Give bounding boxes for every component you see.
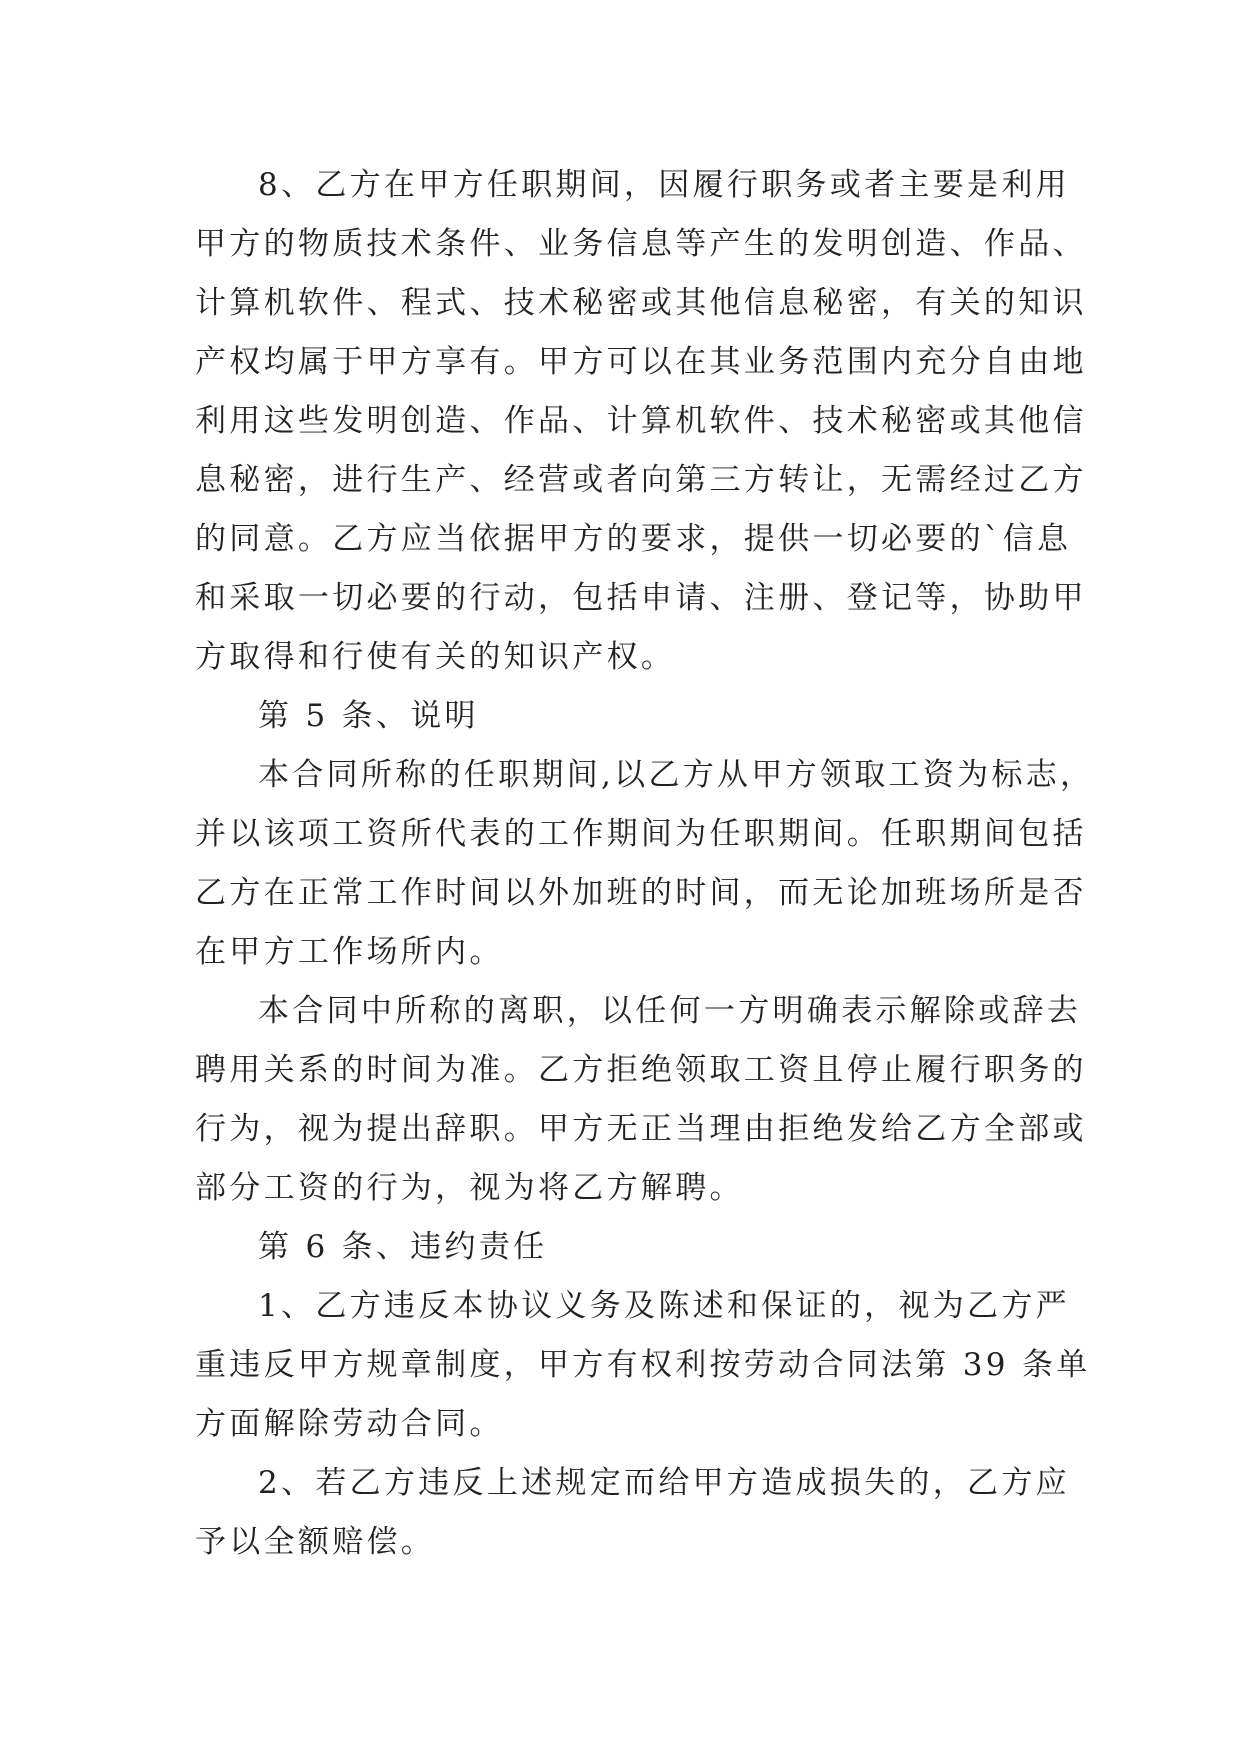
body-line: 利用这些发明创造、作品、计算机软件、技术秘密或其他信 (195, 403, 1087, 439)
body-line: 予以全额赔偿。 (195, 1524, 436, 1560)
section-heading: 第 6 条、违约责任 (258, 1229, 548, 1265)
body-line: 1、乙方违反本协议义务及陈述和保证的，视为乙方严 (258, 1288, 1070, 1324)
body-line: 聘用关系的时间为准。乙方拒绝领取工资且停止履行职务的 (195, 1052, 1087, 1088)
section-heading: 第 5 条、说明 (258, 698, 479, 734)
body-line: 并以该项工资所代表的工作期间为任职期间。任职期间包括 (195, 816, 1087, 852)
body-line: 方取得和行使有关的知识产权。 (195, 639, 676, 675)
body-line: 计算机软件、程式、技术秘密或其他信息秘密，有关的知识 (195, 285, 1087, 321)
body-line: 方面解除劳动合同。 (195, 1406, 504, 1442)
body-line: 的同意。乙方应当依据甲方的要求，提供一切必要的`信息 (195, 521, 1072, 557)
body-line: 息秘密，进行生产、经营或者向第三方转让，无需经过乙方 (195, 462, 1087, 498)
body-line: 本合同中所称的离职，以任何一方明确表示解除或辞去 (258, 993, 1082, 1029)
body-line: 2、若乙方违反上述规定而给甲方造成损失的，乙方应 (258, 1465, 1070, 1501)
body-line: 甲方的物质技术条件、业务信息等产生的发明创造、作品、 (195, 226, 1087, 262)
body-line: 在甲方工作场所内。 (195, 934, 504, 970)
body-line: 行为，视为提出辞职。甲方无正当理由拒绝发给乙方全部或 (195, 1111, 1087, 1147)
body-line: 重违反甲方规章制度，甲方有权利按劳动合同法第 39 条单 (195, 1347, 1091, 1383)
body-line: 和采取一切必要的行动，包括申请、注册、登记等，协助甲 (195, 580, 1087, 616)
body-line: 乙方在正常工作时间以外加班的时间，而无论加班场所是否 (195, 875, 1087, 911)
body-line: 部分工资的行为，视为将乙方解聘。 (195, 1170, 744, 1206)
body-line: 本合同所称的任职期间,以乙方从甲方领取工资为标志， (258, 757, 1095, 793)
body-line: 8、乙方在甲方任职期间，因履行职务或者主要是利用 (258, 167, 1070, 203)
body-line: 产权均属于甲方享有。甲方可以在其业务范围内充分自由地 (195, 344, 1087, 380)
